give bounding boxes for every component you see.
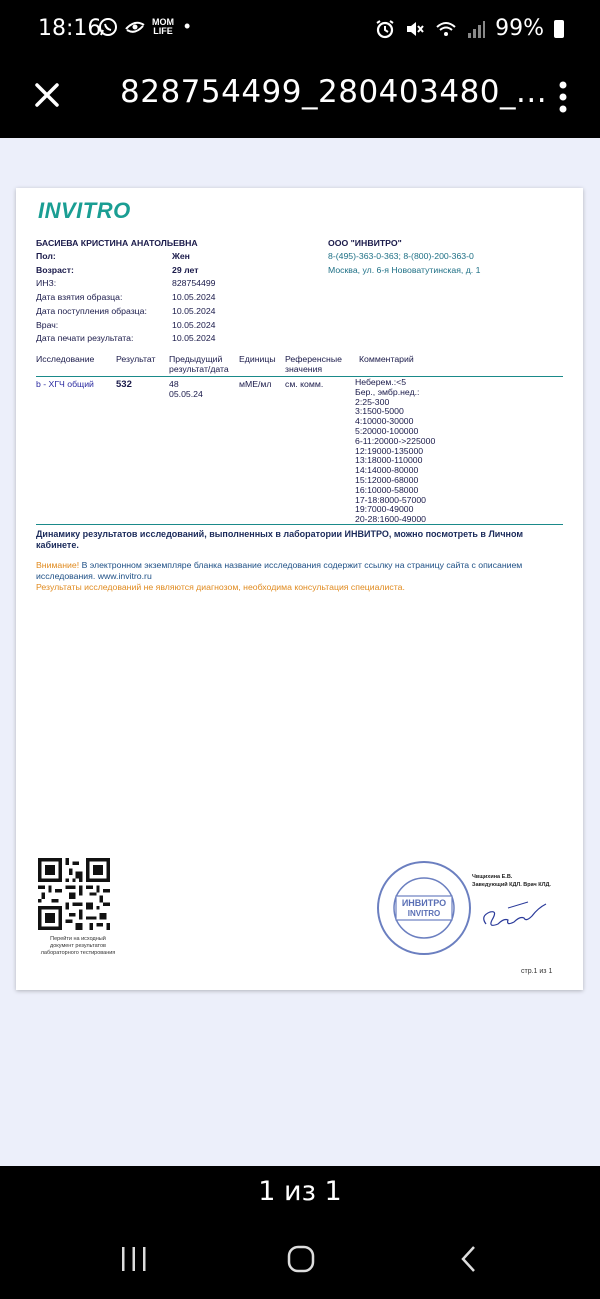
patient-row-value: 10.05.2024 <box>172 333 216 343</box>
stamp-text-latin: INVITRO <box>407 909 441 918</box>
test-units: мМЕ/мл <box>239 379 272 389</box>
more-notifications-dot: • <box>184 16 191 36</box>
patient-row-label: Дата поступления образца: <box>36 306 147 316</box>
patient-row-label: Возраст: <box>36 265 74 275</box>
col-header-reference: Референсные значения <box>285 354 342 374</box>
app-bar <box>0 60 600 138</box>
test-name-link[interactable]: b - ХГЧ общий <box>36 379 94 389</box>
eye-icon <box>124 17 146 37</box>
lab-address: Москва, ул. 6-я Нововатутинская, д. 1 <box>328 265 481 275</box>
status-time: 18:16 <box>38 16 102 41</box>
comment-line: 14:14000-80000 <box>355 465 419 476</box>
patient-row-value: 10.05.2024 <box>172 306 216 316</box>
attention-note <box>36 560 566 582</box>
comment-line: 19:7000-49000 <box>355 504 414 515</box>
previous-result: 48 <box>169 379 179 389</box>
status-bar <box>0 0 600 60</box>
patient-row-value: 828754499 <box>172 278 216 288</box>
col-header-previous: Предыдущий результат/дата <box>169 354 229 374</box>
comment-line: 3:1500-5000 <box>355 406 404 417</box>
close-icon[interactable] <box>30 78 64 112</box>
system-icons <box>375 16 564 41</box>
comment-line: Бер., эмбр.нед.: <box>355 386 420 397</box>
page-counter: 1 из 1 <box>258 1176 342 1207</box>
col-header-units: Единицы <box>239 354 276 364</box>
lab-stamp <box>374 858 474 958</box>
pdf-viewer[interactable] <box>0 138 600 1166</box>
disclaimer: Результаты исследований не являются диагнозом, необходима консультация специалиста. <box>36 582 405 592</box>
col-header-test: Исследование <box>36 354 95 364</box>
home-icon[interactable] <box>286 1244 316 1274</box>
patient-row-label: Дата печати результата: <box>36 333 134 343</box>
comment-block <box>355 378 435 525</box>
battery-icon <box>554 20 564 38</box>
test-result: 532 <box>116 379 132 390</box>
bottom-bar <box>0 1166 600 1299</box>
col-header-result: Результат <box>116 354 156 364</box>
lab-phone: 8-(495)-363-0-363; 8-(800)-200-363-0 <box>328 251 474 261</box>
whatsapp-icon <box>98 17 118 37</box>
wifi-icon <box>435 19 457 39</box>
battery-percent: 99% <box>495 16 544 41</box>
momlife-icon: MOM LIFE <box>152 16 174 36</box>
notification-icons <box>98 16 190 37</box>
comment-line: 4:10000-30000 <box>355 416 414 427</box>
alarm-icon <box>375 19 395 39</box>
stamp-text: ИНВИТРО <box>401 898 447 908</box>
patient-row-label: Дата взятия образца: <box>36 292 123 302</box>
mute-icon <box>405 19 425 39</box>
site-link[interactable]: www.invitro.ru <box>97 571 152 581</box>
patient-name: БАСИЕВА КРИСТИНА АНАТОЛЬЕВНА <box>36 238 198 248</box>
comment-line: 17-18:8000-57000 <box>355 494 427 505</box>
patient-row-label: Врач: <box>36 320 59 330</box>
comment-line: 2:25-300 <box>355 396 390 407</box>
signer-name: Чвщихина Е.В. <box>472 874 513 880</box>
signer-title: Заведующий КДЛ. Врач КЛД. <box>472 882 551 888</box>
test-reference: см. комм. <box>285 379 324 389</box>
attention-text: В электронном экземпляре бланка название исследования содержит ссылку на страницу сайта с описанием исследования. <box>36 560 523 581</box>
table-bottom-divider <box>36 524 563 525</box>
patient-row-value: Жен <box>172 251 190 261</box>
qr-code[interactable] <box>38 858 110 930</box>
page-number: стр.1 из 1 <box>521 968 553 975</box>
patient-row-label: Пол: <box>36 251 56 261</box>
lab-name: ООО "ИНВИТРО" <box>328 238 402 248</box>
dynamics-note: Динамику результатов исследований, выполненных в лаборатории ИНВИТРО, можно посмотреть в Личном кабинете. <box>36 529 524 550</box>
comment-line: 6-11:20000->225000 <box>355 435 436 446</box>
patient-row-label: ИНЗ: <box>36 278 57 288</box>
document-page <box>16 188 583 990</box>
comment-line: 16:10000-58000 <box>355 484 419 495</box>
comment-line: 5:20000-100000 <box>355 425 419 436</box>
signal-icon <box>467 19 485 39</box>
comment-line: 20-28:1600-49000 <box>355 514 427 525</box>
more-options-icon[interactable] <box>556 80 570 114</box>
previous-date: 05.05.24 <box>169 389 203 399</box>
patient-row-value: 10.05.2024 <box>172 292 216 302</box>
comment-line: Неберем.:<5 <box>355 377 407 387</box>
table-header-divider <box>36 376 563 377</box>
invitro-logo: INVITRO <box>38 198 131 223</box>
patient-row-value: 10.05.2024 <box>172 320 216 330</box>
back-icon[interactable] <box>458 1244 480 1274</box>
comment-line: 15:12000-68000 <box>355 474 419 485</box>
comment-line: 12:19000-135000 <box>355 445 424 456</box>
recent-apps-icon[interactable] <box>120 1244 148 1274</box>
col-header-comment: Комментарий <box>359 354 414 364</box>
signature <box>478 894 548 934</box>
attention-label: Внимание! <box>36 560 80 570</box>
patient-row-value: 29 лет <box>172 265 199 275</box>
qr-caption: Перейти на исходный документ результатов лабораторного тестирования <box>40 936 116 956</box>
comment-line: 13:18000-110000 <box>355 455 423 466</box>
document-title: 828754499_280403480_... <box>120 74 548 110</box>
